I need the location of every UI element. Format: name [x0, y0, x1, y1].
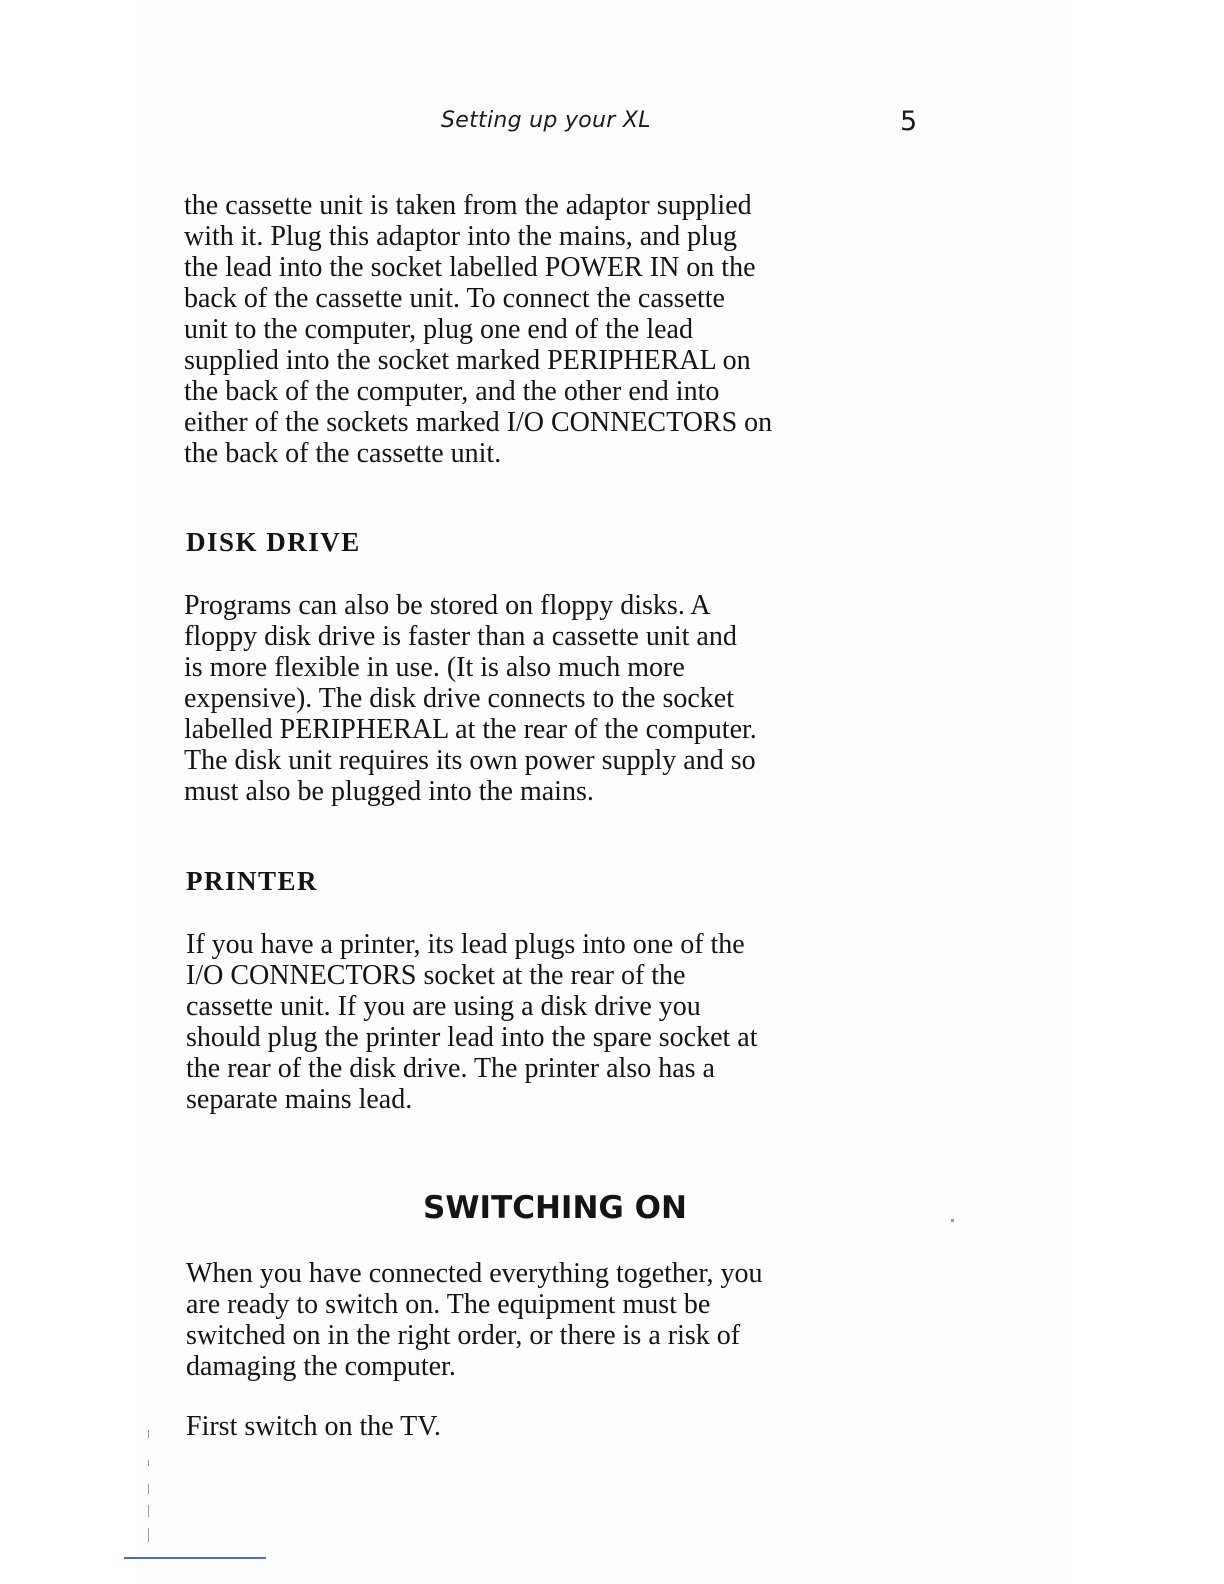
- scan-speck: [148, 1430, 149, 1438]
- scan-speck: [148, 1460, 149, 1466]
- scan-speck: [148, 1484, 149, 1494]
- scan-speck: [148, 1528, 149, 1542]
- running-header: [0, 106, 1224, 146]
- printer-heading: PRINTER: [186, 866, 319, 896]
- running-title: Setting up your XL: [441, 108, 651, 133]
- printer-paragraph: If you have a printer, its lead plugs into one of the I/O CONNECTORS socket at the rear of the cassette unit. If you are using a disk drive you should plug the printer lead into the spare socket at the rear of the disk drive. The printer also has a separate mains lead.: [186, 929, 758, 1115]
- disk-drive-heading: DISK DRIVE: [186, 527, 361, 557]
- intro-paragraph: the cassette unit is taken from the adaptor supplied with it. Plug this adaptor into the mains, and plug the lead into the socket labelled POWER IN on the back of the cassette unit. To connect the cassette unit to the computer, plug one end of the lead supplied into the socket marked PERIPHERAL on the back of the computer, and the other end into either of the sockets marked I/O CONNECTORS on the back of the cassette unit.: [184, 190, 773, 469]
- switching-on-heading: SWITCHING ON: [423, 1190, 687, 1226]
- scan-speck: [951, 1219, 954, 1222]
- scan-speck: [148, 1505, 149, 1517]
- disk-drive-paragraph: Programs can also be stored on floppy disks. A floppy disk drive is faster than a cassette unit and is more flexible in use. (It is also much more expensive). The disk drive connects to the socket labelled PERIPHERAL at the rear of the computer. The disk unit requires its own power supply and so must also be plugged into the mains.: [184, 590, 757, 807]
- scan-margin-line: [124, 1557, 266, 1559]
- switching-on-paragraph: When you have connected everything together, you are ready to switch on. The equipment must be switched on in the right order, or there is a risk of damaging the computer.: [186, 1258, 763, 1382]
- first-step-paragraph: First switch on the TV.: [186, 1411, 441, 1442]
- page-number: 5: [900, 106, 918, 137]
